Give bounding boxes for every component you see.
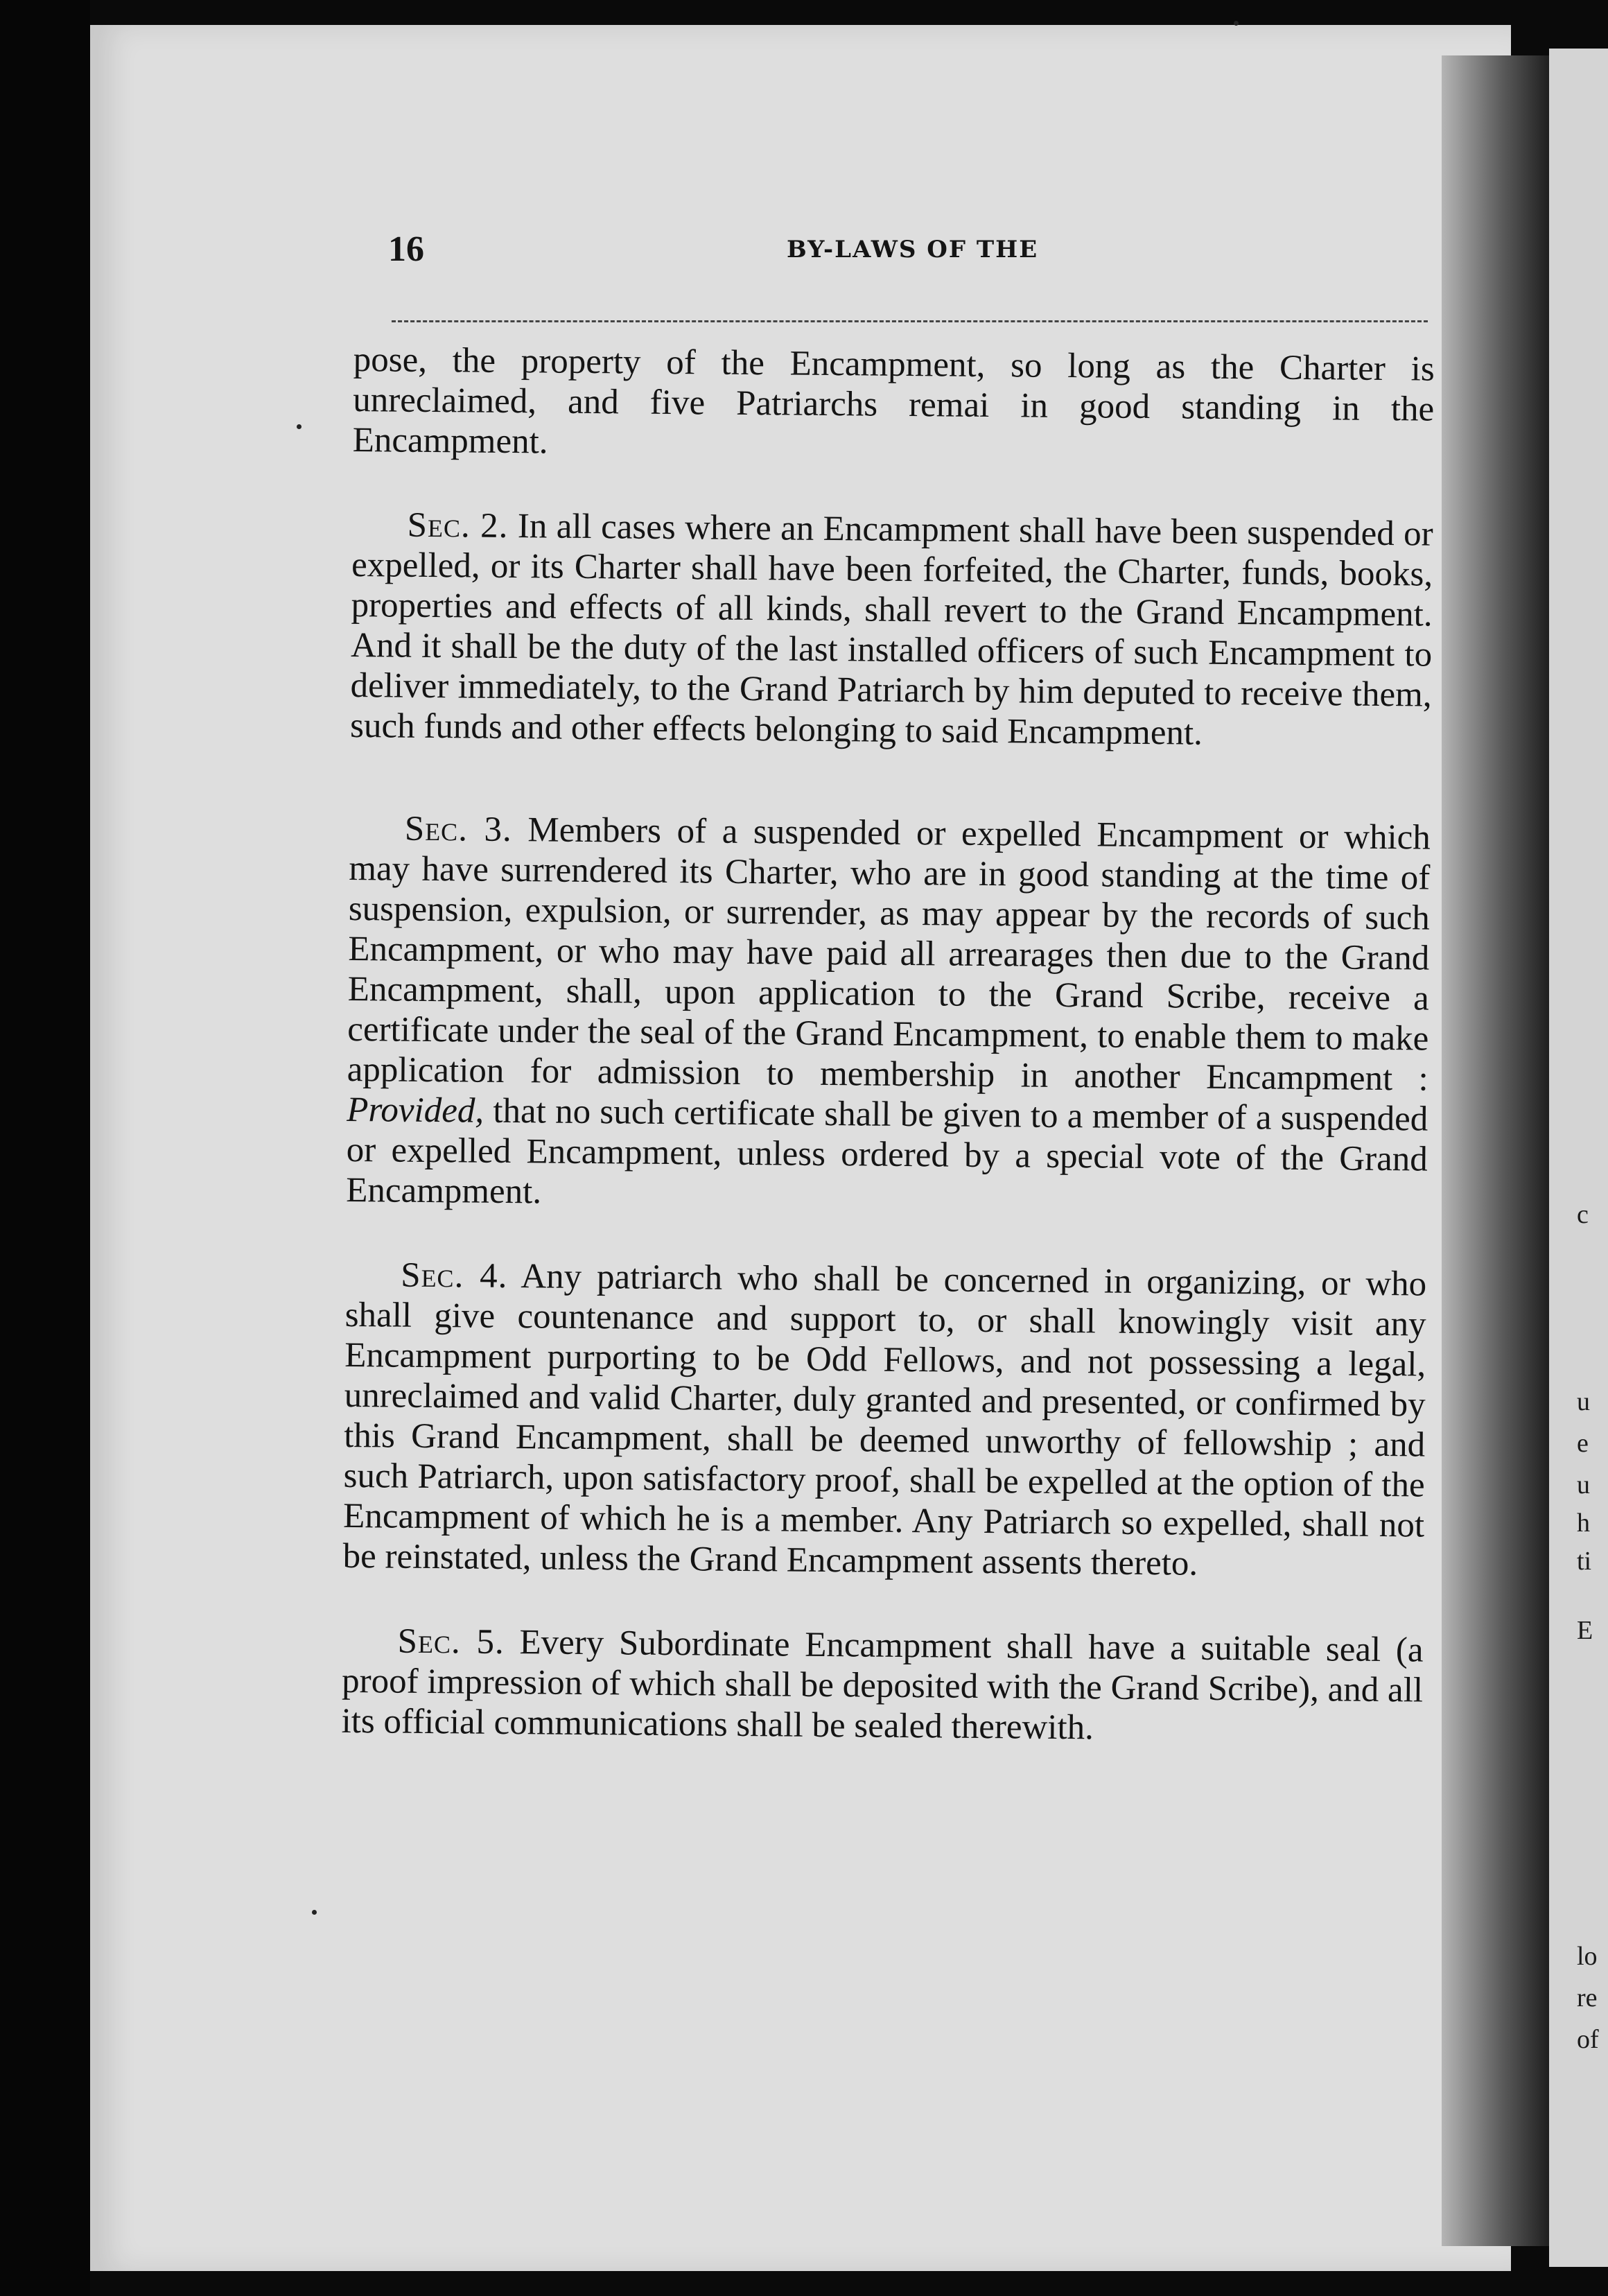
paragraph-text: Members of a suspended or expelled Encampment or which may have surrendered its Charter, who are in good standing at the time of suspension, expulsion, or surrender, as may appear by the records of such Encampment, or who may have paid all arrearages then due to the Grand Encampment, shall, upon application to the Grand Scribe, receive a certificate under the seal of the Grand Encampment, to enable them to make application for admission to membership in another Encampment : (347, 810, 1431, 1099)
adjacent-page-fragment: c (1577, 1200, 1589, 1229)
section-label: Sec. 2. (407, 505, 509, 546)
paragraph-text: In all cases where an Encampment shall have been suspended or expelled, or its Charter shall have been forfeited, the Charter, funds, books, properties and effects of all kinds, shall revert to the Grand Encampment. And it shall be the duty of the last installed officers of such Encampment to deliver immediately, to the Grand Patriarch by him deputed to receive them, such funds and other effects belonging to said Encampment. (349, 507, 1433, 753)
provided-italic: Provided, (347, 1090, 484, 1131)
header-rule (392, 320, 1428, 322)
scan-speck (1234, 21, 1239, 26)
section-label: Sec. 4. (400, 1255, 508, 1296)
adjacent-page-fragment: u (1577, 1470, 1590, 1499)
adjacent-page-fragment: ti (1577, 1547, 1592, 1576)
scan-speck (312, 1910, 317, 1915)
adjacent-page-edge (1549, 49, 1608, 2267)
section-label: Sec. 3. (404, 809, 513, 850)
paragraph-text: that no such certificate shall be given to a member of a suspended or expelled Encampment, unless ordered by a special vote of the Grand Encampment. (346, 1091, 1428, 1212)
paragraph-text: Any patriarch who shall be concerned in organizing, or who shall give countenance and support to, or shall knowingly visit any Encampment purporting to be Odd Fellows, and not possessing a legal, unreclaimed and valid Charter, duly granted and presented, or confirmed by this Grand Encampment, shall be deemed unworthy of fellowship ; and such Patriarch, upon satisfactory proof, shall be expelled at the option of the Encampment of which he is a member. Any Patriarch so expelled, shall not be reinstated, unless the Grand Encampment assents thereto. (342, 1257, 1427, 1583)
section-label: Sec. 5. (397, 1621, 505, 1662)
page-body (341, 340, 1435, 1751)
adjacent-page-fragment: re (1577, 1983, 1598, 2012)
page-gutter-shadow (1442, 55, 1553, 2246)
adjacent-page-fragment: u (1577, 1387, 1590, 1416)
paragraph-text: pose, the property of the Encampment, so long as the Charter is unreclaimed, and five Patriarchs remai in good standing in the Encampment. (352, 340, 1435, 462)
paragraph-text: Every Subordinate Encampment shall have a suitable seal (a proof impression of which shall be deposited with the Grand Scribe), and all its official communications shall be sealed therewith. (341, 1623, 1424, 1748)
section-5-paragraph (341, 1621, 1423, 1751)
section-3-paragraph (346, 808, 1431, 1220)
section-4-paragraph (342, 1255, 1426, 1586)
adjacent-page-fragment: h (1577, 1508, 1590, 1538)
page-header (388, 229, 1428, 277)
scan-left-edge (0, 0, 90, 2296)
adjacent-page-fragment: lo (1577, 1942, 1598, 1971)
adjacent-page-fragment: of (1577, 2025, 1599, 2054)
adjacent-page-fragment: e (1577, 1429, 1589, 1458)
running-head: BY-LAWS OF THE (787, 236, 1039, 263)
continuation-paragraph (352, 340, 1434, 470)
adjacent-page-fragment: E (1577, 1616, 1593, 1645)
scan-speck (297, 424, 302, 429)
page-number: 16 (388, 229, 424, 269)
section-2-paragraph (350, 505, 1433, 756)
